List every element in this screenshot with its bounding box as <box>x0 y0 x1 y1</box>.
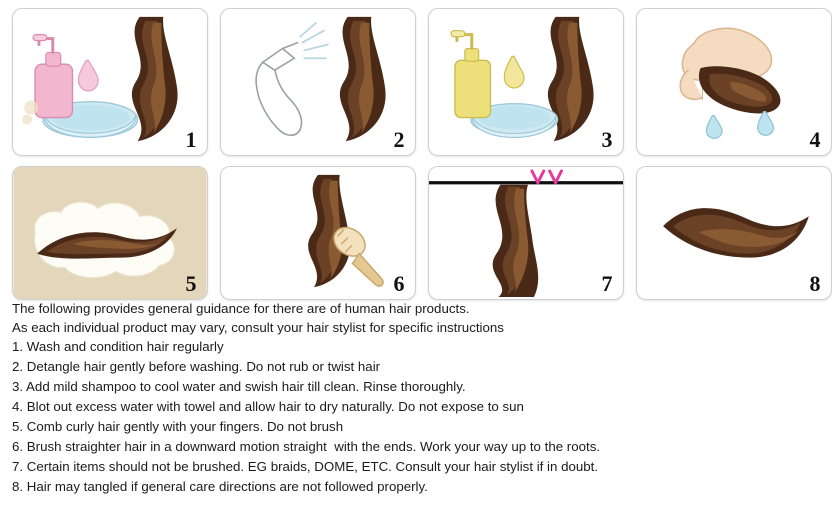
panel-number: 6 <box>393 271 405 296</box>
illustration-crossed-brush <box>429 167 623 299</box>
panel-number: 5 <box>185 271 197 296</box>
instruction-step-2: 2. Detangle hair gently before washing. Do not rub or twist hair <box>12 359 381 374</box>
panel-number: 2 <box>393 127 405 152</box>
panel-number: 1 <box>185 127 197 152</box>
panel-spray-detangle <box>220 8 416 156</box>
panel-shampoo-basin <box>428 8 624 156</box>
instruction-step-5: 5. Comb curly hair gently with your fingers. Do not brush <box>12 419 344 434</box>
panel-number: 7 <box>601 271 613 296</box>
panel-number: 8 <box>809 271 821 296</box>
panel-comb-foam <box>12 166 208 300</box>
panel-finished-hair <box>636 166 832 300</box>
instructions-block <box>12 300 812 498</box>
instruction-step-6: 6. Brush straighter hair in a downward motion straight with the ends. Work your way up to the roots. <box>12 439 601 454</box>
illustration-wash-basin <box>13 9 207 155</box>
illustration-hand-blotting-hair <box>637 9 831 155</box>
panel-do-not-brush <box>428 166 624 300</box>
illustration-hair-on-foam <box>13 167 207 299</box>
panel-grid <box>12 8 822 300</box>
instruction-step-8: 8. Hair may tangled if general care directions are not followed properly. <box>12 479 428 494</box>
panel-brush-downward <box>220 166 416 300</box>
instruction-step-4: 4. Blot out excess water with towel and allow hair to dry naturally. Do not expose to sun <box>12 399 524 414</box>
instruction-step-7: 7. Certain items should not be brushed. EG braids, DOME, ETC. Consult your hair stylist if in doubt. <box>12 459 599 474</box>
instructions-intro-line-2: As each individual product may vary, consult your hair stylist for specific instructions <box>12 320 504 335</box>
illustration-brushing-hair <box>221 167 415 299</box>
panel-number: 3 <box>601 127 613 152</box>
instructions-intro-line-1: The following provides general guidance for there are of human hair products. <box>12 301 470 316</box>
panel-wash-basin-pink-bottle <box>12 8 208 156</box>
instruction-step-3: 3. Add mild shampoo to cool water and swish hair till clean. Rinse thoroughly. <box>12 379 466 394</box>
panel-number: 4 <box>809 127 821 152</box>
panel-blot-towel-dry <box>636 8 832 156</box>
illustration-hair-wave <box>637 167 831 299</box>
instruction-step-1: 1. Wash and condition hair regularly <box>12 339 224 354</box>
illustration-shampoo-basin <box>429 9 623 155</box>
illustration-spray-bottle <box>221 9 415 155</box>
